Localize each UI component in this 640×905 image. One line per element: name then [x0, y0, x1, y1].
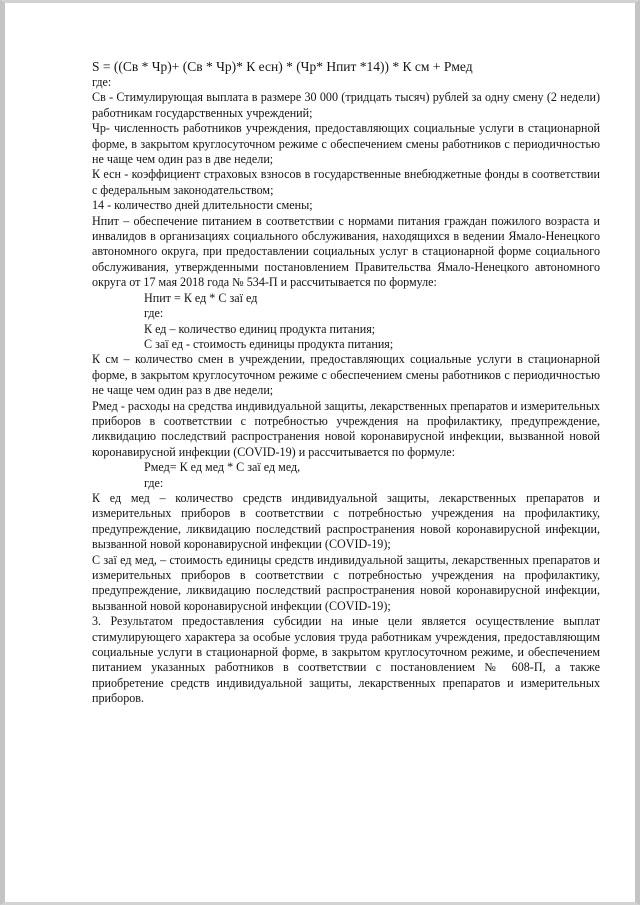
definition-npit: Нпит – обеспечение питанием в соответствии с нормами питания граждан пожилого возраста и инвалидов в организациях социального обслуживания, находящихся в ведении Ямало-Ненецкого автономного округа, при предоставлении социальных услуг в стационарной форме социального обслуживания, утвержденными постановлением Правительства Ямало-Ненецкого автономного округа от 17 мая 2018 года № 534-П и рассчитывается по формуле: [92, 213, 600, 290]
definition-ked: К ед – количество единиц продукта питания; [144, 321, 376, 336]
where-label-2: где: [144, 306, 164, 321]
definition-rmed: Рмед - расходы на средства индивидуальной защиты, лекарственных препаратов и измерительных приборов в соответствии с потребностью учреждения на профилактику, предупреждение, ликвидацию последствий распространения новой коронавирусной инфекции, вызванной новой коронавирусной инфекции (COVID-19) и рассчитывается по формуле: [92, 398, 600, 459]
npit-formula: Нпит = К ед * С заї ед [144, 290, 258, 305]
definition-szedmed: С заї ед мед, – стоимость единицы средств индивидуальной защиты, лекарственных препаратов и измерительных приборов в соответствии с потребностью учреждения на профилактику, предупреждение, ликвидацию последствий распространения новой коронавирусной инфекции, вызванной новой коронавирусной инфекции (COVID-19); [92, 552, 600, 613]
definition-cv: Св - Стимулирующая выплата в размере 30 000 (тридцать тысяч) рублей за одну смену (2 недели) работникам государственных учреждений; [92, 90, 600, 120]
where-label: где: [92, 75, 112, 89]
main-formula: S = ((Св * Чр)+ (Св * Чр)* К есн) * (Чр* Нпит *14)) * К см + Рмед [92, 59, 473, 74]
definition-ksm: К см – количество смен в учреждении, предоставляющих социальные услуги в стационарной форме, в закрытом круглосуточном режиме с обеспечением смены работников с периодичностью не чаще чем один раз в две недели; [92, 352, 600, 398]
definition-14: 14 - количество дней длительности смены; [92, 198, 313, 213]
where-label-3: где: [144, 475, 164, 490]
definition-chr: Чр- численность работников учреждения, предоставляющих социальные услуги в стационарной форме, в закрытом круглосуточном режиме с обеспечением смены работников с периодичностью не чаще чем один раз в две недели; [92, 121, 600, 167]
rmed-formula: Рмед= К ед мед * С заї ед мед, [144, 460, 301, 475]
definition-kesn: К есн - коэффициент страховых взносов в государственные внебюджетные фонды в соответствии с федеральным законодательством; [92, 167, 600, 197]
item-3-result: 3. Результатом предоставления субсидии на иные цели является осуществление выплат стимулирующего характера за особые условия труда работникам учреждения, предоставляющим социальные услуги в стационарной форме, в закрытом круглосуточном режиме, и обеспечением питанием указанных работников в соответствии с постановлением № 608-П, а также приобретение средств индивидуальной защиты, лекарственных препаратов и измерительных приборов. [92, 614, 600, 706]
document-page [82, 58, 600, 707]
definition-kedmed: К ед мед – количество средств индивидуальной защиты, лекарственных препаратов и измерительных приборов в соответствии с потребностью учреждения на профилактику, предупреждение, ликвидацию последствий распространения новой коронавирусной инфекции, вызванной новой коронавирусной инфекции (COVID-19); [92, 490, 600, 552]
definition-szed: С заї ед - стоимость единицы продукта питания; [144, 336, 394, 351]
